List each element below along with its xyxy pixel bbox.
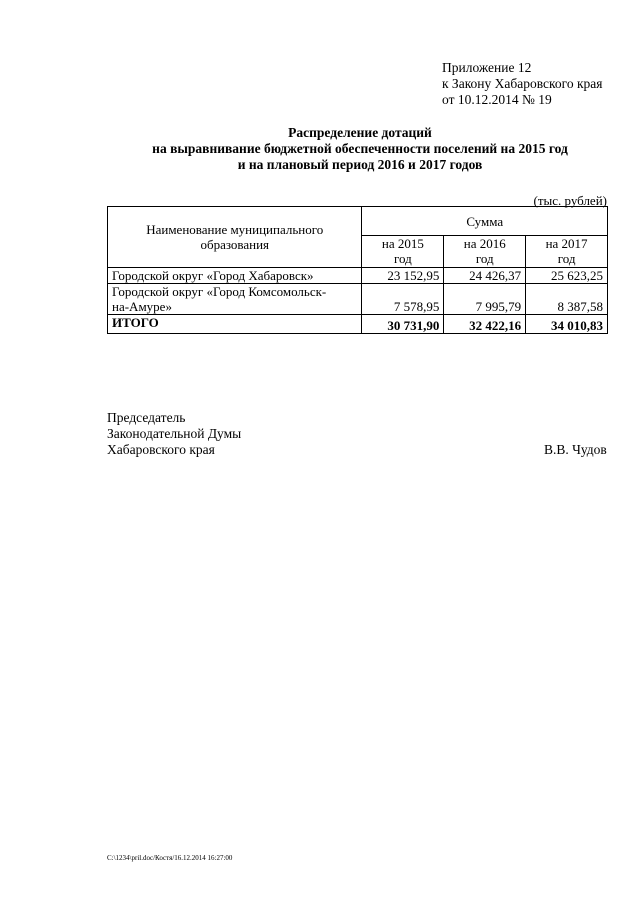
header-year-2015-line-1: на 2015 xyxy=(381,236,424,252)
total-value: 32 422,16 xyxy=(444,315,526,334)
header-year-2017-line-2: год xyxy=(557,251,576,267)
row-value: 25 623,25 xyxy=(526,268,608,284)
row-value: 7 995,79 xyxy=(444,284,526,315)
total-value: 34 010,83 xyxy=(526,315,608,334)
row-name-komsomolsk xyxy=(108,284,362,315)
header-sum-cell: Сумма xyxy=(362,207,608,236)
row-value: 8 387,58 xyxy=(526,284,608,315)
row-name-komsomolsk-line-1: Городской округ «Город Комсомольск- xyxy=(112,284,327,299)
header-name-cell xyxy=(108,207,362,268)
appendix-line-3: от 10.12.2014 № 19 xyxy=(442,92,552,107)
title-line-1: Распределение дотаций xyxy=(288,125,432,140)
signature-line-1: Председатель xyxy=(107,410,186,425)
header-year-2015 xyxy=(362,236,444,268)
appendix-line-2: к Закону Хабаровского края xyxy=(442,76,603,91)
header-name-line-1: Наименование муниципального xyxy=(146,222,324,237)
row-value: 24 426,37 xyxy=(444,268,526,284)
appendix-header xyxy=(442,60,603,108)
table-row xyxy=(108,284,608,315)
appendix-line-1: Приложение 12 xyxy=(442,60,532,75)
signature-line-2: Законодательной Думы xyxy=(107,426,242,441)
header-year-2015-line-2: год xyxy=(394,251,412,267)
title-line-2: на выравнивание бюджетной обеспеченности поселений на 2015 год xyxy=(152,141,568,156)
header-name-line-2: образования xyxy=(200,237,270,252)
table-header-row xyxy=(108,207,608,236)
units-label: (тыс. рублей) xyxy=(533,193,607,208)
header-year-2016-line-1: на 2016 xyxy=(463,236,506,252)
header-year-2017-line-1: на 2017 xyxy=(545,236,588,252)
signature-line-3: Хабаровского края xyxy=(107,442,215,457)
header-year-2016 xyxy=(444,236,526,268)
header-year-2016-line-2: год xyxy=(475,251,494,267)
signature-block xyxy=(107,410,241,458)
signer-name: В.В. Чудов xyxy=(544,442,607,457)
row-value: 23 152,95 xyxy=(362,268,444,284)
table-total-row xyxy=(108,315,608,334)
document-title xyxy=(60,125,640,173)
total-value: 30 731,90 xyxy=(362,315,444,334)
row-value: 7 578,95 xyxy=(362,284,444,315)
title-line-3: и на плановый период 2016 и 2017 годов xyxy=(237,157,483,172)
row-name-khabarovsk: Городской округ «Город Хабаровск» xyxy=(108,268,362,284)
table-row xyxy=(108,268,608,284)
file-path-footer: C:\1234\pril.doc/Костя/16.12.2014 16:27:00 xyxy=(107,854,233,862)
total-label: ИТОГО xyxy=(108,315,362,334)
budget-table xyxy=(107,206,608,334)
row-name-komsomolsk-line-2: на-Амуре» xyxy=(112,299,172,314)
header-year-2017 xyxy=(526,236,608,268)
